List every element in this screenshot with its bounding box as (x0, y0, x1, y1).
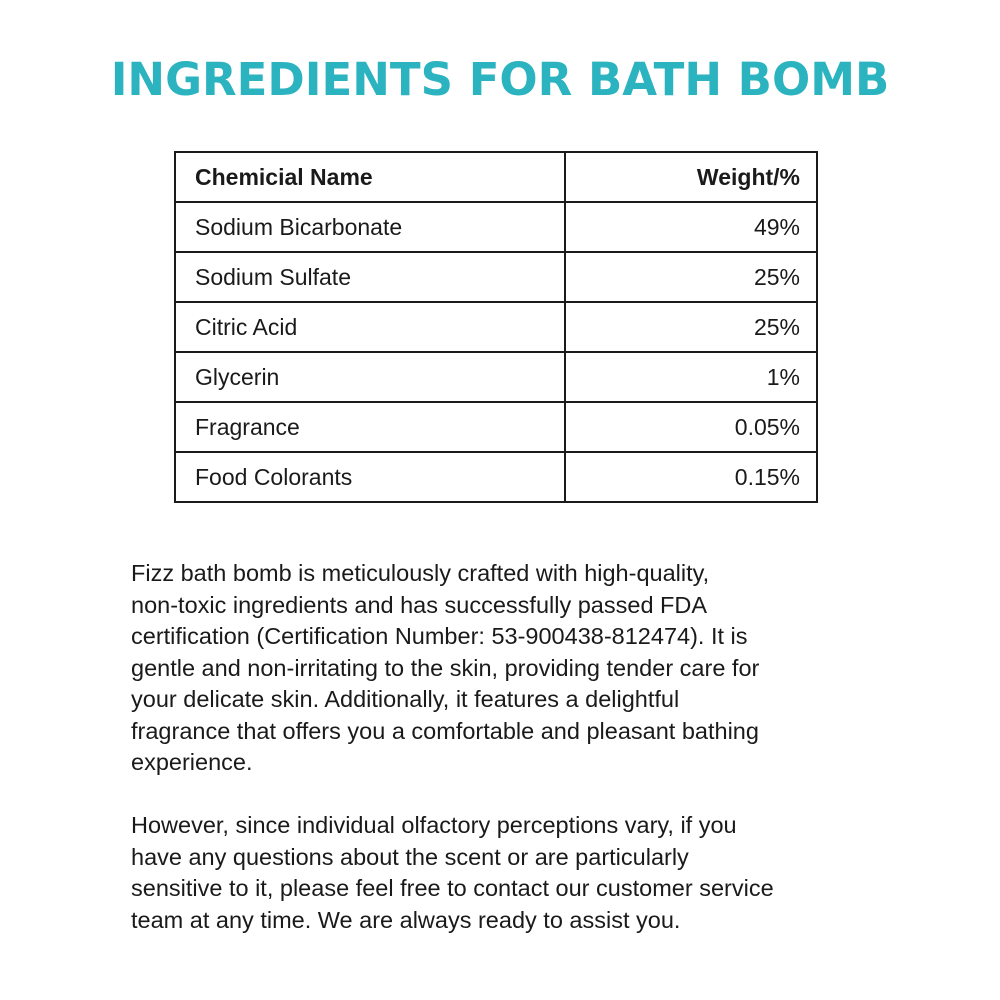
chemical-name-cell: Sodium Bicarbonate (175, 202, 565, 252)
ingredients-table (174, 151, 818, 503)
page-title: INGREDIENTS FOR BATH BOMB (110, 53, 890, 106)
weight-cell: 0.15% (565, 452, 817, 502)
weight-cell: 49% (565, 202, 817, 252)
weight-cell: 0.05% (565, 402, 817, 452)
table-header-row (175, 152, 817, 202)
table-row (175, 302, 817, 352)
chemical-name-cell: Sodium Sulfate (175, 252, 565, 302)
weight-cell: 25% (565, 302, 817, 352)
column-header-chemical-name: Chemicial Name (175, 152, 565, 202)
table-row (175, 352, 817, 402)
chemical-name-cell: Glycerin (175, 352, 565, 402)
table-row (175, 402, 817, 452)
chemical-name-cell: Fragrance (175, 402, 565, 452)
column-header-weight: Weight/% (565, 152, 817, 202)
description-paragraph: Fizz bath bomb is meticulously crafted with high-quality, non-toxic ingredients and has successfully passed FDA certification (Certification Number: 53-900438-812474). It is gentle and non-irritating to the skin, providing tender care for your delicate skin. Additionally, it features a delightful fragrance that offers you a comfortable and pleasant bathing experience. (131, 560, 760, 775)
chemical-name-cell: Food Colorants (175, 452, 565, 502)
table-row (175, 452, 817, 502)
chemical-name-cell: Citric Acid (175, 302, 565, 352)
scent-notice-paragraph: However, since individual olfactory perceptions vary, if you have any questions about the scent or are particularly sensitive to it, please feel free to contact our customer service team at any time. We are always ready to assist you. (131, 812, 774, 933)
table-row (175, 202, 817, 252)
weight-cell: 25% (565, 252, 817, 302)
weight-cell: 1% (565, 352, 817, 402)
table-row (175, 252, 817, 302)
